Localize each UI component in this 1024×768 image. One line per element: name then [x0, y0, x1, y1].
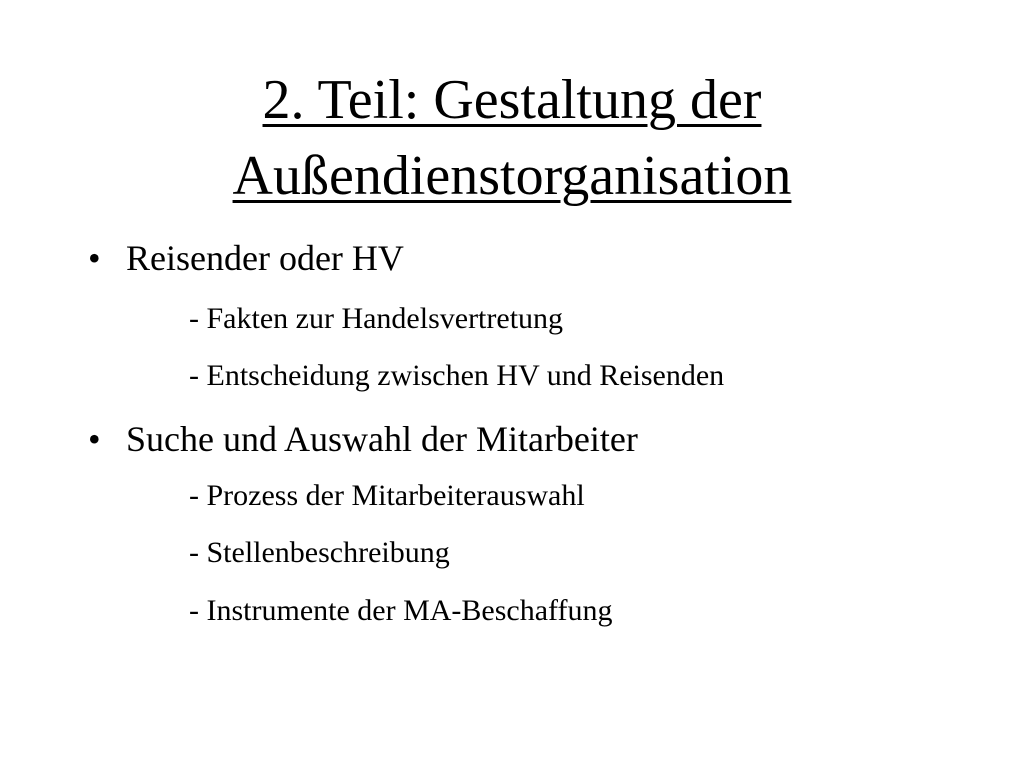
- subitem-2-2: - Stellenbeschreibung: [189, 536, 450, 569]
- subitem-2-1: - Prozess der Mitarbeiterauswahl: [189, 479, 585, 512]
- bullet-item-2: [88, 417, 638, 461]
- slide-title-text-1: 2. Teil: Gestaltung der: [262, 69, 762, 131]
- bullet-item-1: [88, 236, 404, 280]
- subitem-2-3: - Instrumente der MA-Beschaffung: [189, 594, 613, 627]
- bullet-text-1: Reisender oder HV: [126, 238, 404, 278]
- bullet-icon: •: [88, 238, 101, 278]
- subitem-1-2: - Entscheidung zwischen HV und Reisenden: [189, 359, 725, 392]
- slide-title-text-2: Außendienstorganisation: [232, 145, 792, 207]
- bullet-icon: •: [88, 419, 101, 459]
- bullet-text-2: Suche und Auswahl der Mitarbeiter: [126, 419, 638, 459]
- subitem-1-1: - Fakten zur Handelsvertretung: [189, 302, 564, 335]
